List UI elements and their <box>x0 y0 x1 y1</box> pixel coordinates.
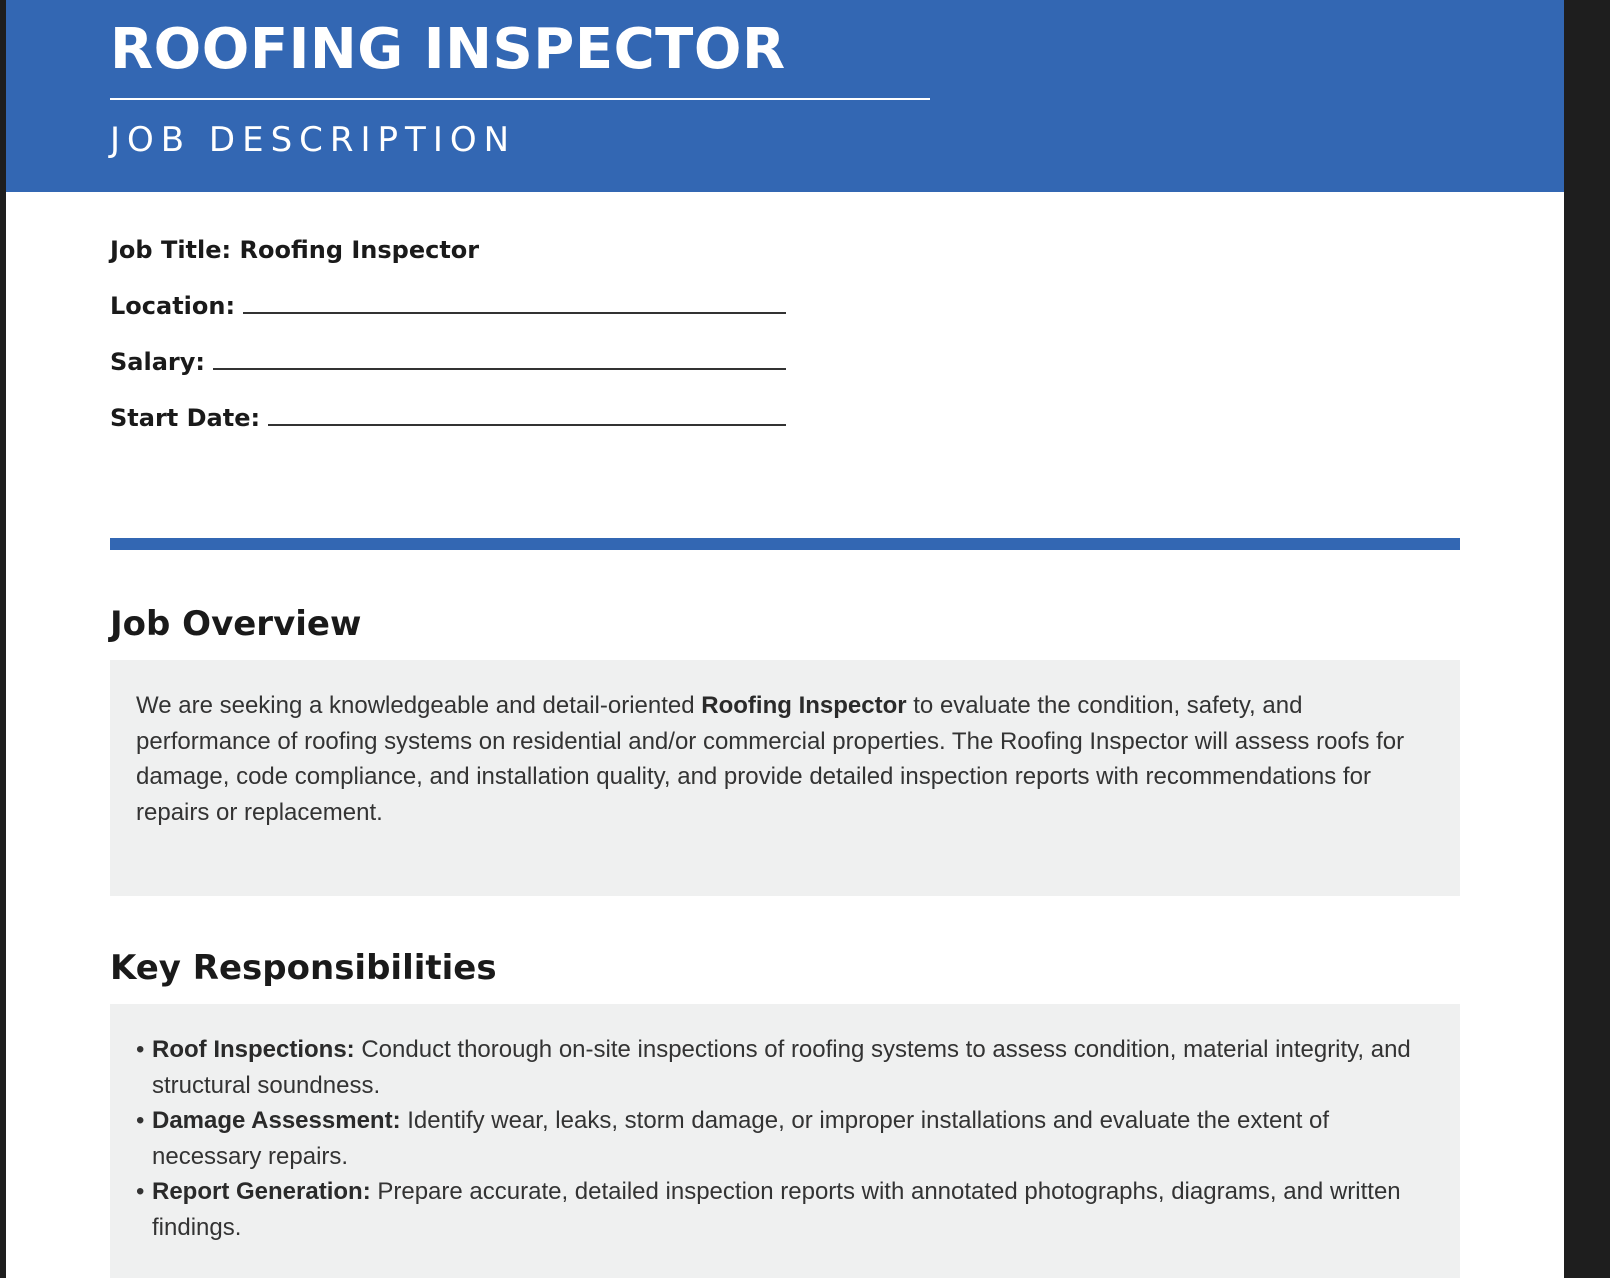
list-item-title: Report Generation: <box>152 1178 371 1206</box>
job-title-label: Job Title: Roofing Inspector <box>110 236 480 264</box>
responsibilities-list <box>136 1032 1436 1246</box>
list-item-text: Identify wear, leaks, storm damage, or improper installations and evaluate the extent of necessary repairs. <box>152 1107 1330 1170</box>
key-responsibilities-box <box>110 1004 1460 1278</box>
overview-text-after: to evaluate the condition, safety, and performance of roofing systems on residential and/or commercial properties. The Roofing Inspector will assess roofs for damage, code compliance, and installation quality, and provide detailed inspection reports with recommendations for repairs or replacement. <box>136 692 1405 826</box>
bullet-icon: • <box>136 1107 145 1135</box>
job-overview-box <box>110 660 1460 896</box>
bullet-icon: • <box>136 1178 145 1206</box>
list-item <box>136 1103 1436 1174</box>
salary-field <box>110 346 786 378</box>
document-subtitle: JOB DESCRIPTION <box>110 120 517 160</box>
overview-bold-role: Roofing Inspector <box>701 692 907 719</box>
salary-blank-line <box>213 346 786 370</box>
salary-label: Salary: <box>110 348 205 376</box>
location-blank-line <box>243 290 786 314</box>
section-divider <box>110 538 1460 550</box>
document-title: ROOFING INSPECTOR <box>110 17 786 82</box>
overview-text-before: We are seeking a knowledgeable and detail-oriented <box>136 692 702 719</box>
bullet-icon: • <box>136 1036 145 1063</box>
header-rule <box>110 98 930 100</box>
location-field <box>110 290 786 322</box>
start-date-field <box>110 402 786 434</box>
header-banner <box>6 0 1564 192</box>
start-date-label: Start Date: <box>110 404 261 432</box>
job-overview-heading: Job Overview <box>110 604 362 644</box>
list-item <box>136 1174 1436 1245</box>
job-overview-text <box>136 688 1436 830</box>
list-item-text: Conduct thorough on-site inspections of roofing systems to assess condition, material integrity, and structural soundness. <box>152 1036 1411 1099</box>
location-label: Location: <box>110 292 236 320</box>
list-item-title: Roof Inspections: <box>152 1036 355 1063</box>
list-item <box>136 1032 1436 1103</box>
job-title-field <box>110 234 786 266</box>
key-responsibilities-heading: Key Responsibilities <box>110 948 497 988</box>
start-date-blank-line <box>268 402 786 426</box>
document-page <box>6 0 1564 1278</box>
list-item-title: Damage Assessment: <box>152 1107 401 1135</box>
list-item-text: Prepare accurate, detailed inspection reports with annotated photographs, diagrams, and written findings. <box>152 1178 1401 1241</box>
